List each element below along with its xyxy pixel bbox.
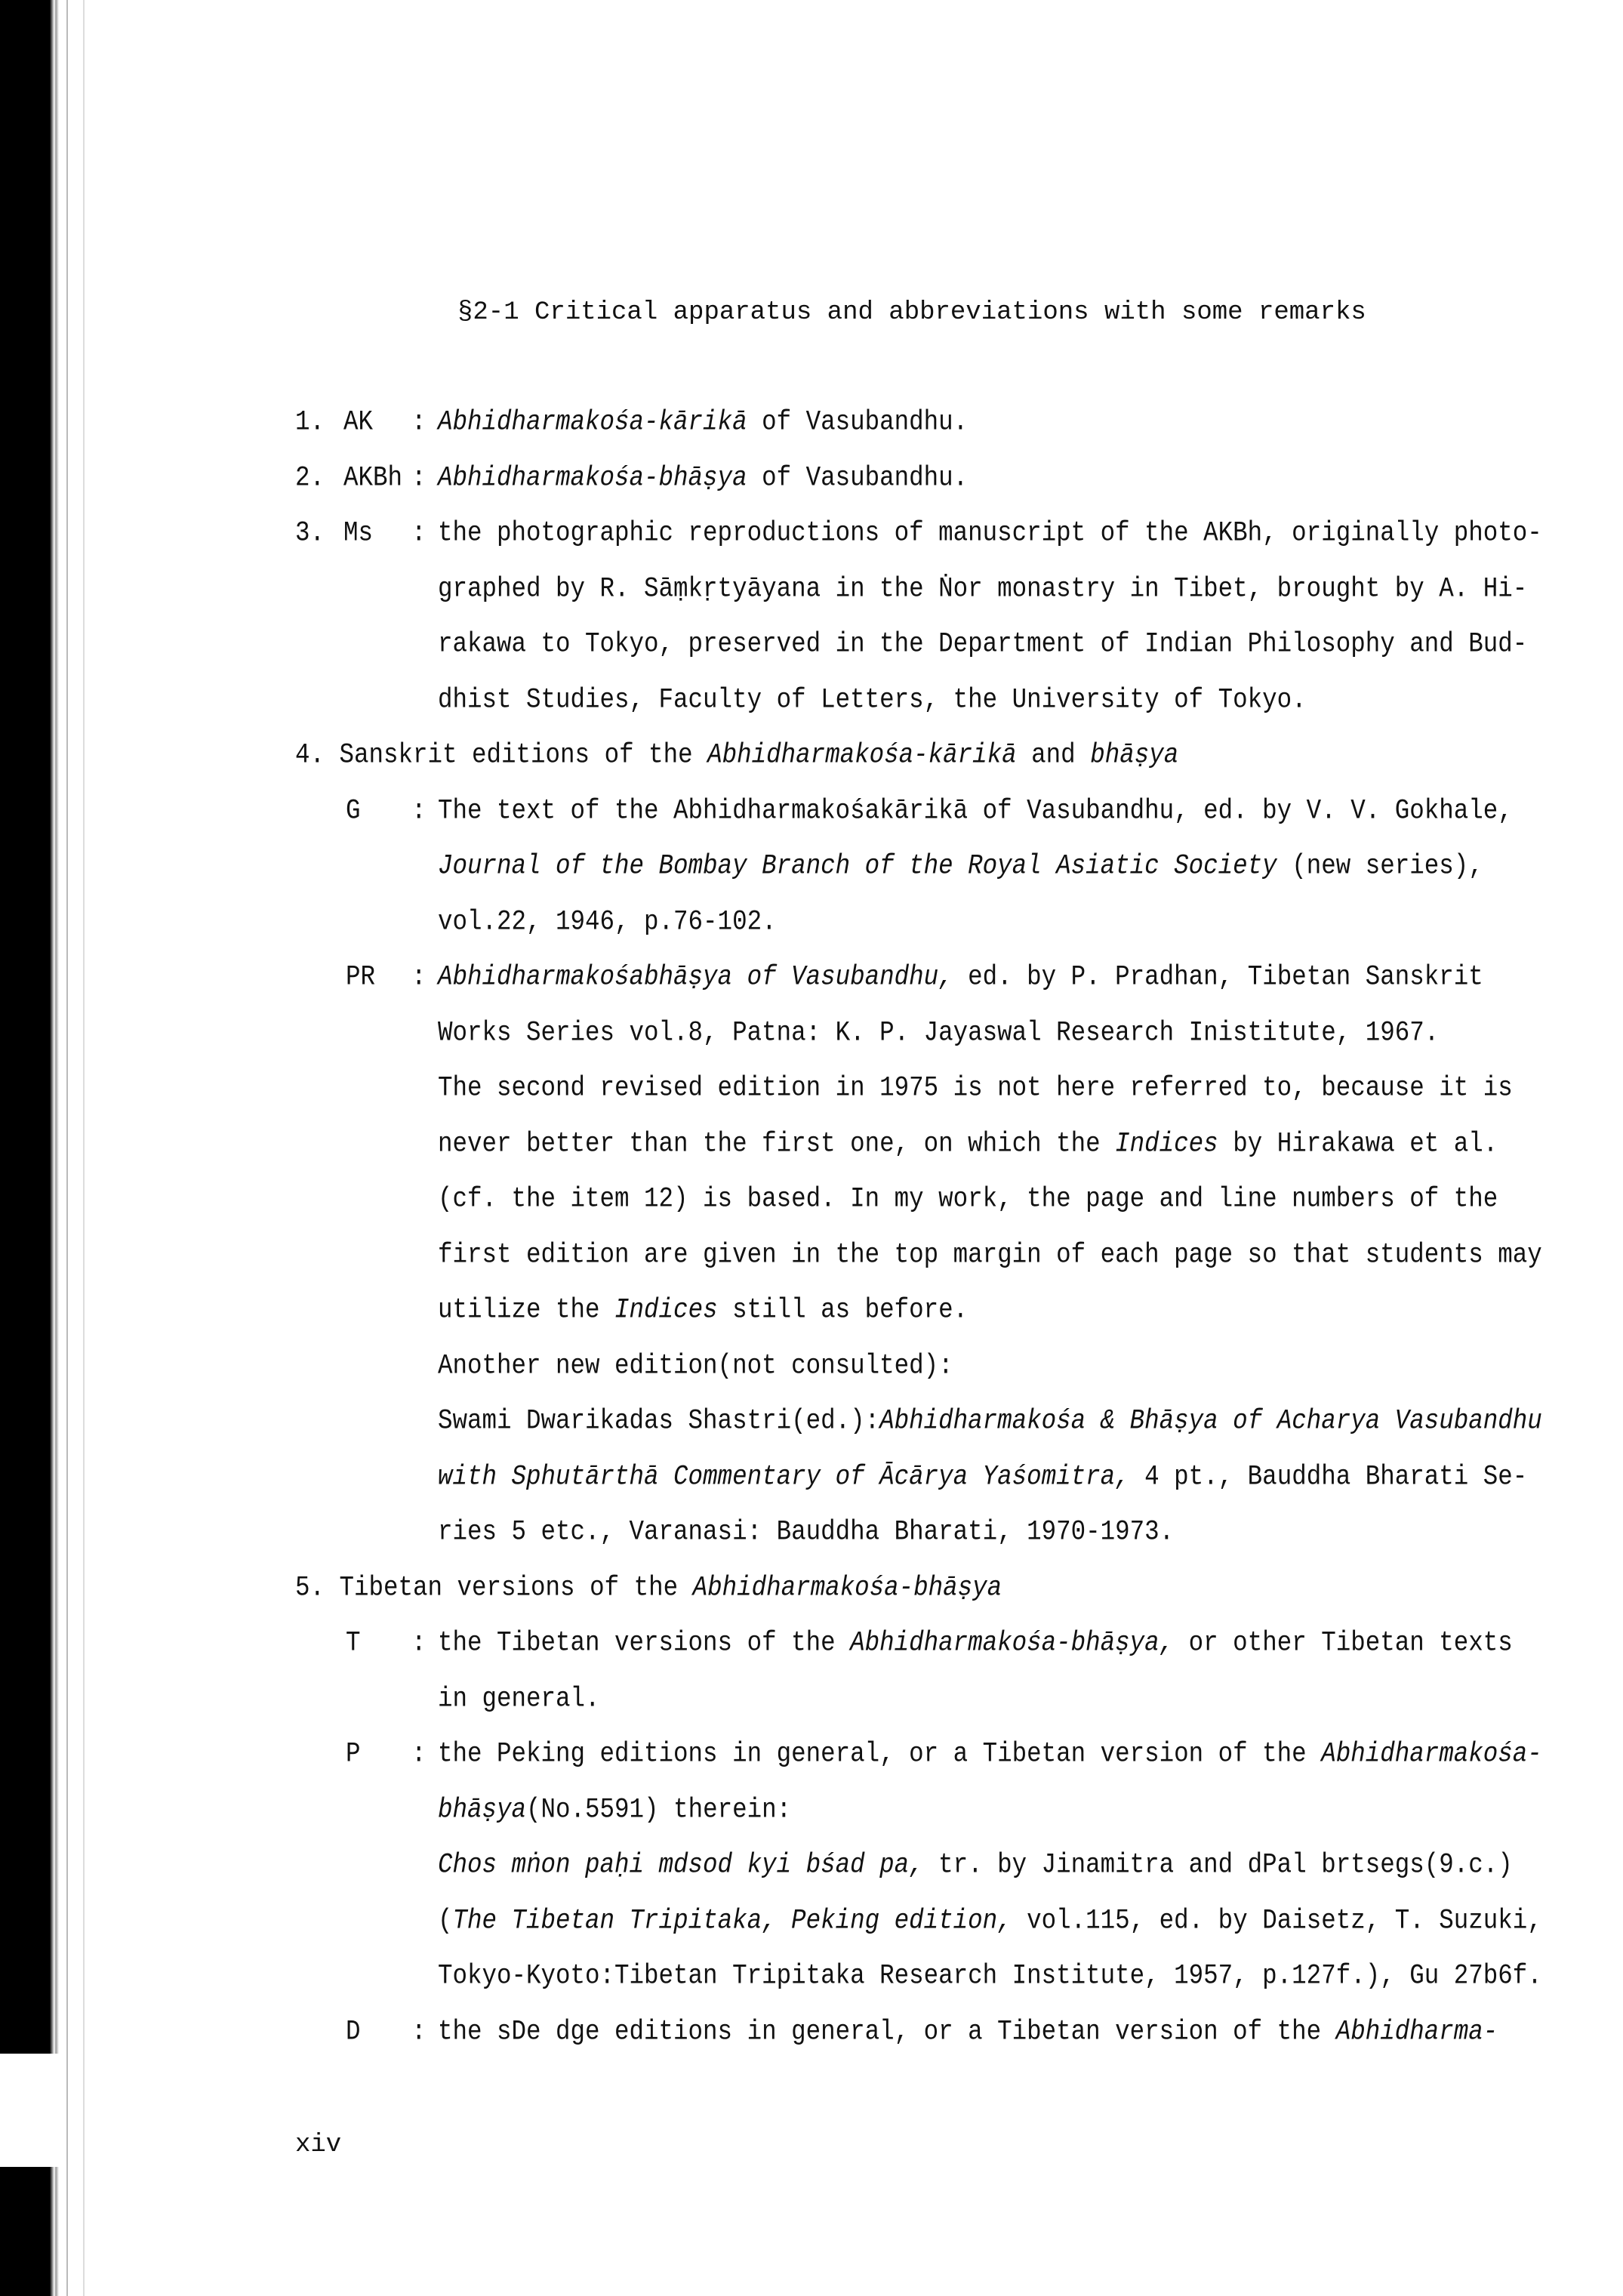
text-segment: 5. Tibetan versions of the	[295, 1571, 693, 1604]
text-line	[438, 406, 968, 458]
item-number: 1.	[295, 405, 325, 439]
scan-border-bottom	[0, 2167, 59, 2296]
text-line	[438, 572, 1527, 624]
text-line	[438, 517, 1542, 569]
text-segment: ries 5 etc., Varanasi: Bauddha Bharati, 1970-1973.	[438, 1515, 1175, 1549]
text-segment: rakawa to Tokyo, preserved in the Department of Indian Philosophy and Bud-	[438, 627, 1528, 661]
text-segment: Another new edition(not consulted):	[438, 1349, 953, 1382]
text-segment: the Peking editions in general, or a Tibetan version of the	[438, 1737, 1322, 1771]
text-line	[438, 850, 1483, 902]
text-line	[438, 1183, 1498, 1235]
item-number: 2.	[295, 461, 325, 494]
text-line	[438, 1627, 1513, 1679]
text-line	[295, 739, 1178, 791]
siglum-label: PR	[346, 960, 376, 994]
text-line	[438, 628, 1527, 680]
text-line	[438, 1849, 1513, 1901]
text-line	[438, 905, 777, 957]
italic-title: The Tibetan Tripitaka, Peking edition,	[452, 1904, 1012, 1937]
text-segment: first edition are given in the top margin of each page so that students may	[438, 1238, 1542, 1271]
text-line	[438, 1460, 1527, 1512]
colon: :	[411, 1737, 427, 1771]
text-segment: Works Series vol.8, Patna: K. P. Jayaswal Research Inistitute, 1967.	[438, 1016, 1440, 1049]
abbreviation-label: AKBh	[343, 461, 403, 494]
text-segment: vol.115, ed. by Daisetz, T. Suzuki,	[1012, 1904, 1542, 1937]
siglum-label: P	[346, 1737, 361, 1771]
text-segment: by Hirakawa et al.	[1218, 1127, 1498, 1160]
text-line	[438, 1016, 1439, 1068]
text-line	[438, 1349, 953, 1401]
text-segment: the photographic reproductions of manuscript of the AKBh, originally photo-	[438, 516, 1542, 550]
italic-title: Abhidharmakośabhāṣya of Vasubandhu,	[438, 960, 953, 994]
text-segment: never better than the first one, on which the	[438, 1127, 1116, 1160]
text-segment: 4. Sanskrit editions of the	[295, 738, 708, 772]
text-segment: in general.	[438, 1682, 600, 1715]
text-line	[438, 1127, 1498, 1179]
italic-title: Abhidharmakośa-bhāṣya	[692, 1571, 1002, 1604]
text-segment: vol.22, 1946, p.76-102.	[438, 905, 777, 938]
text-segment: (	[438, 1904, 453, 1937]
colon: :	[411, 960, 427, 994]
text-segment: Tokyo-Kyoto:Tibetan Tripitaka Research Institute, 1957, p.127f.), Gu 27b6f.	[438, 1959, 1542, 1992]
text-line	[438, 1793, 791, 1845]
siglum-label: G	[346, 794, 361, 827]
text-line	[438, 1960, 1542, 2012]
text-line	[438, 1682, 600, 1734]
abbreviation-label: AK	[343, 405, 374, 439]
text-segment: of Vasubandhu.	[747, 461, 969, 494]
text-line	[438, 1904, 1542, 1956]
text-segment: of Vasubandhu.	[747, 405, 969, 439]
text-line	[438, 1072, 1513, 1124]
text-segment: the sDe dge editions in general, or a Tibetan version of the	[438, 2015, 1336, 2048]
text-line	[438, 1516, 1174, 1568]
text-segment: Swami Dwarikadas Shastri(ed.):	[438, 1404, 880, 1438]
text-segment: ed. by P. Pradhan, Tibetan Sanskrit	[953, 960, 1483, 994]
text-line	[438, 1294, 968, 1346]
italic-title: bhāṣya	[1090, 738, 1179, 772]
text-segment: (No.5591) therein:	[526, 1793, 792, 1826]
text-segment: The text of the Abhidharmakośakārikā of Vasubandhu, ed. by V. V. Gokhale,	[438, 794, 1513, 827]
italic-title: Abhidharmakośa & Bhāṣya of Acharya Vasubandhu	[879, 1404, 1542, 1438]
colon: :	[411, 461, 427, 494]
abbreviation-label: Ms	[343, 516, 374, 550]
text-segment: and	[1016, 738, 1091, 772]
text-segment: or other Tibetan texts	[1174, 1626, 1513, 1660]
text-segment: tr. by Jinamitra and dPal brtsegs(9.c.)	[923, 1848, 1513, 1881]
text-segment: 4 pt., Bauddha Bharati Se-	[1129, 1460, 1528, 1493]
page-number: xiv	[295, 2131, 342, 2159]
text-segment: (cf. the item 12) is based. In my work, the page and line numbers of the	[438, 1182, 1498, 1216]
colon: :	[411, 516, 427, 550]
text-line	[295, 1571, 1002, 1623]
text-line	[438, 461, 968, 513]
text-segment: still as before.	[717, 1293, 969, 1327]
scan-line	[66, 0, 68, 2296]
section-heading: §2-1 Critical apparatus and abbreviations with some remarks	[457, 298, 1366, 327]
italic-title: with Sphutārthā Commentary of Ācārya Yaśomitra,	[438, 1460, 1130, 1493]
italic-title: Abhidharmakośa-kārikā	[707, 738, 1017, 772]
text-segment: dhist Studies, Faculty of Letters, the University of Tokyo.	[438, 683, 1307, 716]
text-segment: (new series),	[1277, 849, 1483, 883]
text-line	[438, 1238, 1542, 1290]
text-segment: The second revised edition in 1975 is not here referred to, because it is	[438, 1071, 1513, 1105]
italic-title: Journal of the Bombay Branch of the Royal Asiatic Society	[438, 849, 1277, 883]
text-line	[438, 1405, 1542, 1457]
scan-line	[83, 0, 85, 2296]
italic-title: Abhidharmakośa-bhāṣya,	[850, 1626, 1175, 1660]
text-segment: graphed by R. Sāṃkṛtyāyana in the Ṅor monastry in Tibet, brought by A. Hi-	[438, 572, 1528, 605]
italic-title: Indices	[614, 1293, 718, 1327]
colon: :	[411, 1626, 427, 1660]
colon: :	[411, 405, 427, 439]
text-segment: utilize the	[438, 1293, 615, 1327]
siglum-label: T	[346, 1626, 361, 1660]
text-line	[438, 2015, 1498, 2067]
scan-border	[0, 0, 59, 2054]
italic-title: Indices	[1115, 1127, 1218, 1160]
colon: :	[411, 794, 427, 827]
colon: :	[411, 2015, 427, 2048]
italic-title: Chos mṅon paḥi mdsod kyi bśad pa,	[438, 1848, 924, 1881]
text-segment: the Tibetan versions of the	[438, 1626, 851, 1660]
text-line	[438, 794, 1513, 846]
text-line	[438, 683, 1307, 735]
italic-title: Abhidharma-	[1335, 2015, 1498, 2048]
italic-title: bhāṣya	[438, 1793, 527, 1826]
siglum-label: D	[346, 2015, 361, 2048]
italic-title: Abhidharmakośa-bhāṣya	[438, 461, 747, 494]
text-line	[438, 961, 1483, 1013]
italic-title: Abhidharmakośa-kārikā	[438, 405, 747, 439]
text-line	[438, 1738, 1542, 1790]
item-number: 3.	[295, 516, 325, 550]
italic-title: Abhidharmakośa-	[1321, 1737, 1542, 1771]
